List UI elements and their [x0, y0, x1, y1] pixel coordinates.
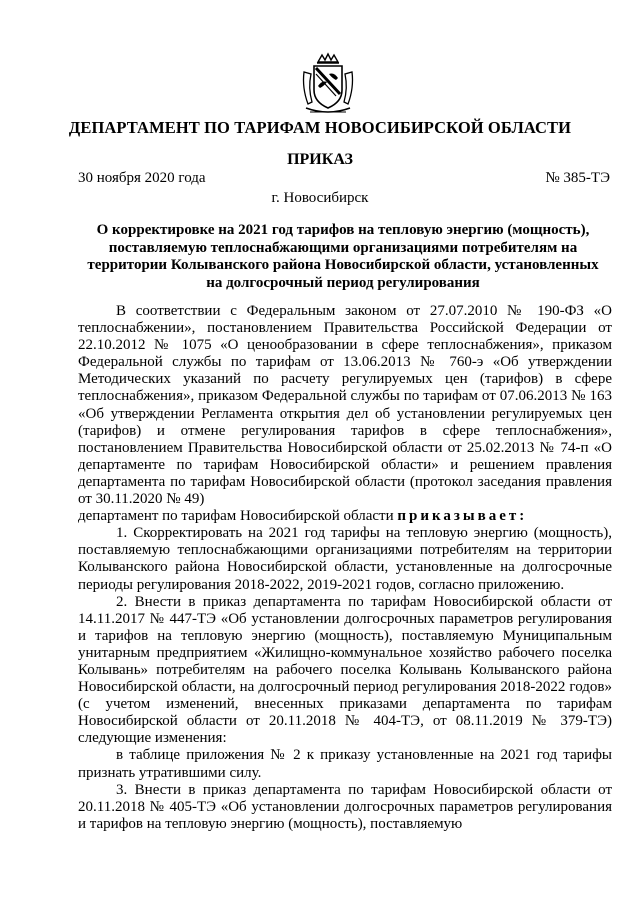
orders-line — [78, 508, 612, 525]
document-city: г. Новосибирск — [271, 190, 369, 206]
document-date: 30 ноября 2020 года — [78, 170, 206, 186]
orders-word: приказывает: — [397, 508, 528, 525]
orders-prefix: департамент по тарифам Новосибирской области — [78, 508, 394, 525]
item-1-paragraph: 1. Скорректировать на 2021 год тарифы на тепловую энергию (мощность), поставляемую теплоснабжающими организациями потребителям на территории Колыванского района Новосибирской области, установленные на долгосрочные периоды регулирования 2018-2022, 2019-2021 годов, согласно приложению. — [78, 525, 612, 593]
document-subject: О корректировке на 2021 год тарифов на тепловую энергию (мощность), поставляемую теплоснабжающими организациями потребителям на территории Колыванского района Новосибирской области, установленных на долгосрочный период регулирования — [87, 222, 599, 291]
coat-of-arms-icon — [300, 52, 356, 116]
item-3-paragraph: 3. Внести в приказ департамента по тарифам Новосибирской области от 20.11.2018 № 405-ТЭ «Об установлении долгосрочных параметров регулирования и тарифов на тепловую энергию (мощность), поставляемую — [78, 781, 612, 832]
item-2-sub-paragraph: в таблице приложения № 2 к приказу установленные на 2021 год тарифы признать утратившими силу. — [78, 747, 612, 781]
preamble-paragraph: В соответствии с Федеральным законом от 27.07.2010 № 190-ФЗ «О теплоснабжении», постановлением Правительства Российской Федерации от 22.10.2012 № 1075 «О ценообразовании в сфере теплоснабжения», приказом Федеральной службы по тарифам от 13.06.2013 № 760-э «Об утверждении Методических указаний по расчету регулируемых цен (тарифов) в сфере теплоснабжения», приказом Федеральной службы по тарифам от 07.06.2013 № 163 «Об утверждении Регламента открытия дел об установлении регулируемых цен (тарифов) и отмене регулирования тарифов в сфере теплоснабжения», постановлением Правительства Новосибирской области от 25.02.2013 № 74-п «О департаменте по тарифам Новосибирской области» и решением правления департамента по тарифам Новосибирской области (протокол заседания правления от 30.11.2020 № 49) — [78, 303, 612, 508]
department-name: ДЕПАРТАМЕНТ ПО ТАРИФАМ НОВОСИБИРСКОЙ ОБЛАСТИ — [68, 118, 572, 137]
document-type: ПРИКАЗ — [287, 151, 353, 168]
document-body — [78, 303, 612, 833]
item-2-paragraph: 2. Внести в приказ департамента по тарифам Новосибирской области от 14.11.2017 № 447-ТЭ «Об установлении долгосрочных параметров регулирования и тарифов на тепловую энергию (мощность), поставляемую Муниципальным унитарным предприятием «Жилищно-коммунальное хозяйство рабочего поселка Колывань» потребителям на рабочего поселка Колывань Колыванского района Новосибирской области, на долгосрочный период регулирования 2018-2022 годов» (с учетом изменений, внесенных приказами департамента по тарифам Новосибирской области от 20.11.2018 № 404-ТЭ, от 08.11.2019 № 379-ТЭ) следующие изменения: — [78, 593, 612, 747]
document-number: № 385-ТЭ — [545, 170, 610, 186]
